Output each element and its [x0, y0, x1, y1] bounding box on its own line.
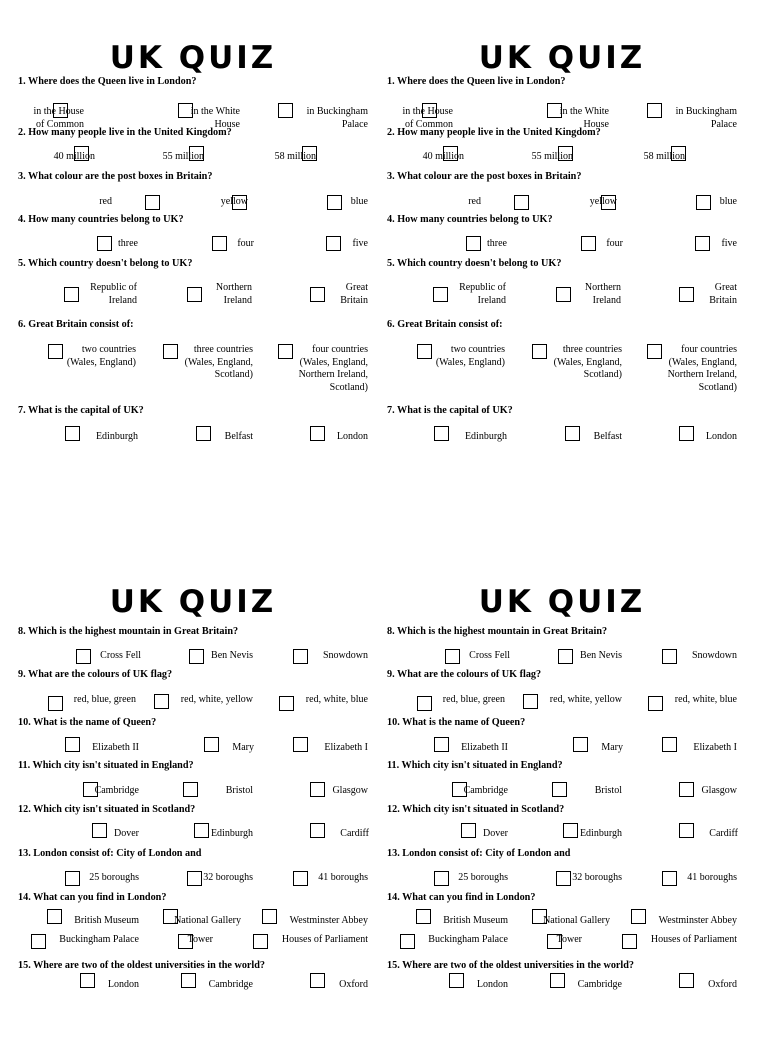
question-text: 7. What is the capital of UK? — [18, 405, 144, 416]
answer-label: 58 million — [643, 151, 685, 162]
answer-checkbox[interactable] — [293, 871, 308, 886]
answer-checkbox[interactable] — [581, 236, 596, 251]
answer-label: in Buckingham Palace — [675, 106, 737, 130]
answer-checkbox[interactable] — [65, 871, 80, 886]
answer-label: 41 boroughs — [318, 872, 368, 883]
question-text: 14. What can you find in London? — [18, 892, 167, 903]
question-text: 11. Which city isn't situated in England? — [18, 760, 194, 771]
answer-label: Oxford — [708, 979, 737, 990]
answer-label: four countries (Wales, England, Northern Ireland, Scotland) — [667, 344, 737, 393]
answer-label: Republic of Ireland — [90, 282, 137, 306]
answer-checkbox[interactable] — [310, 823, 325, 838]
answer-label: 41 boroughs — [687, 872, 737, 883]
answer-label: three countries (Wales, England, Scotland) — [184, 344, 253, 380]
answer-label: 58 million — [274, 151, 316, 162]
answer-label: Westminster Abbey — [289, 915, 368, 926]
answer-checkbox[interactable] — [662, 871, 677, 886]
answer-checkbox[interactable] — [565, 426, 580, 441]
answer-checkbox[interactable] — [80, 973, 95, 988]
answer-label: four — [237, 238, 254, 249]
answer-label: Tower — [187, 934, 213, 945]
answer-checkbox[interactable] — [253, 934, 268, 949]
answer-checkbox[interactable] — [679, 823, 694, 838]
answer-label: Northern Ireland — [215, 282, 252, 306]
answer-checkbox[interactable] — [434, 426, 449, 441]
answer-label: Westminster Abbey — [658, 915, 737, 926]
answer-label: British Museum — [443, 915, 508, 926]
answer-label: red, white, blue — [674, 694, 737, 705]
question-text: 6. Great Britain consist of: — [387, 319, 503, 330]
answer-label: Belfast — [224, 431, 253, 442]
answer-label: two countries (Wales, England) — [66, 344, 136, 368]
answer-checkbox[interactable] — [648, 696, 663, 711]
question-text: 12. Which city isn't situated in Scotland? — [387, 804, 565, 815]
answer-label: London — [336, 431, 368, 442]
answer-checkbox[interactable] — [310, 287, 325, 302]
quiz-title: UK QUIZ — [109, 40, 277, 76]
question-text: 11. Which city isn't situated in England? — [387, 760, 563, 771]
answer-label: five — [352, 238, 368, 249]
answer-checkbox[interactable] — [310, 782, 325, 797]
answer-label: Mary — [232, 742, 254, 753]
quiz-title: UK QUIZ — [478, 584, 646, 620]
answer-label: National Gallery — [174, 915, 241, 926]
answer-label: Bristol — [225, 785, 253, 796]
answer-checkbox[interactable] — [514, 195, 529, 210]
question-text: 13. London consist of: City of London and — [18, 848, 202, 859]
answer-label: yellow — [589, 196, 617, 207]
answer-label: Dover — [114, 828, 139, 839]
answer-checkbox[interactable] — [293, 649, 308, 664]
answer-label: three — [487, 238, 507, 249]
answer-label: Cambridge — [577, 979, 622, 990]
answer-checkbox[interactable] — [434, 871, 449, 886]
answer-checkbox[interactable] — [696, 195, 711, 210]
answer-checkbox[interactable] — [695, 236, 710, 251]
answer-label: Cambridge — [208, 979, 253, 990]
answer-checkbox[interactable] — [449, 973, 464, 988]
answer-label: Republic of Ireland — [459, 282, 506, 306]
question-text: 15. Where are two of the oldest universities in the world? — [387, 960, 635, 971]
answer-label: 40 million — [422, 151, 464, 162]
answer-label: red, blue, green — [73, 694, 136, 705]
answer-checkbox[interactable] — [48, 344, 63, 359]
answer-checkbox[interactable] — [417, 696, 432, 711]
answer-label: in the House of Common — [402, 106, 453, 130]
answer-checkbox[interactable] — [461, 823, 476, 838]
answer-checkbox[interactable] — [48, 696, 63, 711]
question-text: 15. Where are two of the oldest universities in the world? — [18, 960, 266, 971]
answer-checkbox[interactable] — [679, 782, 694, 797]
answer-checkbox[interactable] — [31, 934, 46, 949]
answer-label: Mary — [601, 742, 623, 753]
answer-label: in the House of Common — [33, 106, 84, 130]
answer-label: Elizabeth I — [693, 742, 737, 753]
answer-checkbox[interactable] — [145, 195, 160, 210]
question-text: 3. What colour are the post boxes in Britain? — [18, 171, 213, 182]
quiz-block — [387, 574, 737, 1044]
answer-checkbox[interactable] — [573, 737, 588, 752]
answer-checkbox[interactable] — [278, 344, 293, 359]
answer-label: blue — [350, 196, 368, 207]
question-text: 5. Which country doesn't belong to UK? — [387, 258, 562, 269]
answer-label: Buckingham Palace — [428, 934, 508, 945]
answer-label: 55 million — [162, 151, 204, 162]
answer-checkbox[interactable] — [262, 909, 277, 924]
answer-label: London — [476, 979, 508, 990]
answer-checkbox[interactable] — [279, 696, 294, 711]
answer-label: in the White House — [190, 106, 240, 130]
answer-checkbox[interactable] — [400, 934, 415, 949]
answer-label: Northern Ireland — [584, 282, 621, 306]
question-text: 1. Where does the Queen live in London? — [18, 76, 197, 87]
answer-checkbox[interactable] — [212, 236, 227, 251]
answer-checkbox[interactable] — [65, 426, 80, 441]
answer-checkbox[interactable] — [310, 973, 325, 988]
question-text: 9. What are the colours of UK flag? — [18, 669, 173, 680]
question-text: 13. London consist of: City of London and — [387, 848, 571, 859]
answer-label: five — [721, 238, 737, 249]
answer-checkbox[interactable] — [183, 782, 198, 797]
answer-label: Elizabeth II — [461, 742, 508, 753]
answer-checkbox[interactable] — [310, 426, 325, 441]
answer-label: Cardiff — [709, 828, 738, 839]
answer-label: London — [705, 431, 737, 442]
answer-label: three countries (Wales, England, Scotland) — [553, 344, 622, 380]
question-text: 10. What is the name of Queen? — [387, 717, 526, 728]
question-text: 8. Which is the highest mountain in Great Britain? — [387, 626, 608, 637]
answer-label: Glasgow — [332, 785, 368, 796]
answer-label: 32 boroughs — [572, 872, 622, 883]
question-text: 10. What is the name of Queen? — [18, 717, 157, 728]
question-text: 2. How many people live in the United Kingdom? — [18, 127, 232, 138]
answer-checkbox[interactable] — [433, 287, 448, 302]
question-text: 2. How many people live in the United Kingdom? — [387, 127, 601, 138]
answer-label: yellow — [220, 196, 248, 207]
answer-label: red, white, blue — [305, 694, 368, 705]
answer-checkbox[interactable] — [434, 737, 449, 752]
answer-checkbox[interactable] — [65, 737, 80, 752]
answer-label: Great Britain — [340, 282, 368, 306]
answer-label: red, white, yellow — [549, 694, 622, 705]
answer-label: Glasgow — [701, 785, 737, 796]
answer-label: Buckingham Palace — [59, 934, 139, 945]
quiz-block — [18, 30, 368, 500]
answer-label: Edinburgh — [464, 431, 507, 442]
answer-label: Ben Nevis — [211, 650, 253, 661]
answer-checkbox[interactable] — [662, 649, 677, 664]
answer-checkbox[interactable] — [187, 871, 202, 886]
question-text: 4. How many countries belong to UK? — [387, 214, 553, 225]
answer-label: Houses of Parliament — [281, 934, 368, 945]
answer-checkbox[interactable] — [187, 287, 202, 302]
answer-checkbox[interactable] — [47, 909, 62, 924]
answer-checkbox[interactable] — [163, 344, 178, 359]
answer-checkbox[interactable] — [556, 871, 571, 886]
answer-checkbox[interactable] — [679, 973, 694, 988]
answer-label: Bristol — [594, 785, 622, 796]
answer-checkbox[interactable] — [647, 103, 662, 118]
answer-checkbox[interactable] — [563, 823, 578, 838]
answer-checkbox[interactable] — [662, 737, 677, 752]
answer-label: Cross Fell — [100, 650, 141, 661]
answer-label: Elizabeth II — [92, 742, 139, 753]
answer-label: Dover — [483, 828, 508, 839]
quiz-title: UK QUIZ — [109, 584, 277, 620]
answer-label: Cross Fell — [469, 650, 510, 661]
answer-checkbox[interactable] — [631, 909, 646, 924]
quiz-title: UK QUIZ — [478, 40, 646, 76]
answer-label: Oxford — [339, 979, 368, 990]
answer-label: Edinburgh — [579, 828, 622, 839]
answer-label: Tower — [556, 934, 582, 945]
answer-label: London — [107, 979, 139, 990]
answer-label: Snowdown — [691, 650, 737, 661]
answer-label: Edinburgh — [95, 431, 138, 442]
answer-checkbox[interactable] — [327, 195, 342, 210]
answer-label: Ben Nevis — [580, 650, 622, 661]
answer-checkbox[interactable] — [189, 649, 204, 664]
answer-checkbox[interactable] — [523, 694, 538, 709]
answer-checkbox[interactable] — [64, 287, 79, 302]
answer-label: Edinburgh — [210, 828, 253, 839]
answer-label: blue — [719, 196, 737, 207]
answer-label: Elizabeth I — [324, 742, 368, 753]
answer-label: Great Britain — [709, 282, 737, 306]
answer-label: Belfast — [593, 431, 622, 442]
question-text: 12. Which city isn't situated in Scotland? — [18, 804, 196, 815]
question-text: 5. Which country doesn't belong to UK? — [18, 258, 193, 269]
answer-checkbox[interactable] — [97, 236, 112, 251]
answer-label: 32 boroughs — [203, 872, 253, 883]
answer-label: Snowdown — [322, 650, 368, 661]
answer-label: Cambridge — [94, 785, 139, 796]
answer-label: red, white, yellow — [180, 694, 253, 705]
question-text: 4. How many countries belong to UK? — [18, 214, 184, 225]
answer-label: red — [99, 196, 112, 207]
answer-label: 55 million — [531, 151, 573, 162]
answer-checkbox[interactable] — [416, 909, 431, 924]
answer-label: Cambridge — [463, 785, 508, 796]
answer-checkbox[interactable] — [445, 649, 460, 664]
answer-checkbox[interactable] — [326, 236, 341, 251]
answer-checkbox[interactable] — [204, 737, 219, 752]
answer-checkbox[interactable] — [532, 344, 547, 359]
answer-checkbox[interactable] — [154, 694, 169, 709]
answer-label: in Buckingham Palace — [306, 106, 368, 130]
question-text: 6. Great Britain consist of: — [18, 319, 134, 330]
answer-checkbox[interactable] — [556, 287, 571, 302]
answer-checkbox[interactable] — [550, 973, 565, 988]
answer-checkbox[interactable] — [466, 236, 481, 251]
answer-checkbox[interactable] — [552, 782, 567, 797]
question-text: 3. What colour are the post boxes in Britain? — [387, 171, 582, 182]
answer-checkbox[interactable] — [293, 737, 308, 752]
answer-label: three — [118, 238, 138, 249]
answer-checkbox[interactable] — [194, 823, 209, 838]
answer-checkbox[interactable] — [622, 934, 637, 949]
question-text: 9. What are the colours of UK flag? — [387, 669, 542, 680]
answer-checkbox[interactable] — [196, 426, 211, 441]
answer-label: four — [606, 238, 623, 249]
question-text: 1. Where does the Queen live in London? — [387, 76, 566, 87]
answer-checkbox[interactable] — [558, 649, 573, 664]
answer-label: 25 boroughs — [458, 872, 508, 883]
answer-label: red — [468, 196, 481, 207]
answer-label: red, blue, green — [442, 694, 505, 705]
answer-checkbox[interactable] — [92, 823, 107, 838]
answer-label: Houses of Parliament — [650, 934, 737, 945]
answer-label: in the White House — [559, 106, 609, 130]
quiz-block — [387, 30, 737, 500]
answer-label: Cardiff — [340, 828, 369, 839]
answer-checkbox[interactable] — [647, 344, 662, 359]
answer-label: National Gallery — [543, 915, 610, 926]
answer-checkbox[interactable] — [181, 973, 196, 988]
question-text: 7. What is the capital of UK? — [387, 405, 513, 416]
answer-label: 40 million — [53, 151, 95, 162]
answer-checkbox[interactable] — [679, 426, 694, 441]
quiz-block — [18, 574, 368, 1044]
question-text: 8. Which is the highest mountain in Great Britain? — [18, 626, 239, 637]
answer-label: four countries (Wales, England, Northern Ireland, Scotland) — [298, 344, 368, 393]
question-text: 14. What can you find in London? — [387, 892, 536, 903]
answer-label: two countries (Wales, England) — [435, 344, 505, 368]
answer-label: British Museum — [74, 915, 139, 926]
answer-checkbox[interactable] — [76, 649, 91, 664]
answer-checkbox[interactable] — [417, 344, 432, 359]
answer-label: 25 boroughs — [89, 872, 139, 883]
answer-checkbox[interactable] — [679, 287, 694, 302]
answer-checkbox[interactable] — [278, 103, 293, 118]
